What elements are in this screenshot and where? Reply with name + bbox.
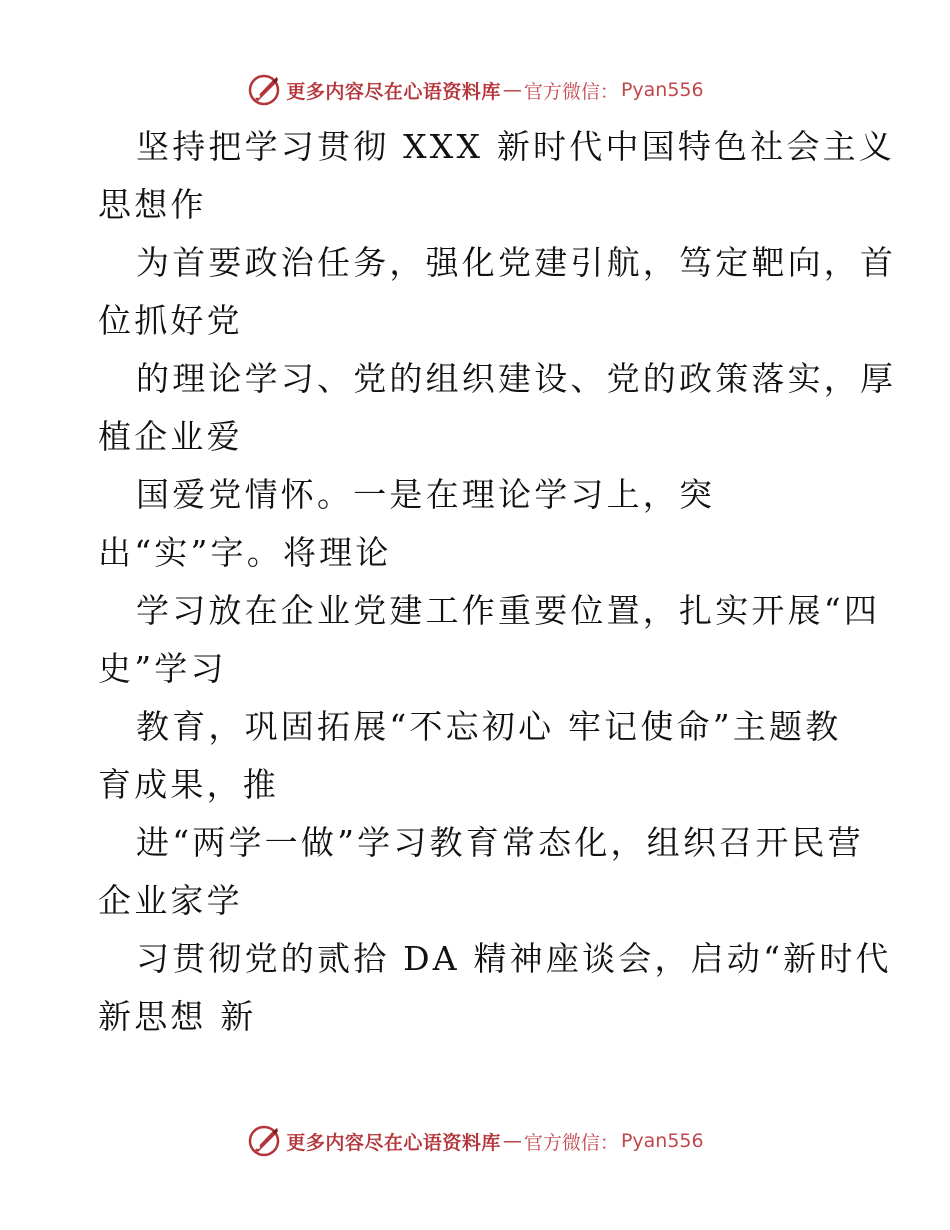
body-line: 坚持把学习贯彻 XXX 新时代中国特色社会主义: [136, 127, 896, 166]
body-line: 思想作: [98, 185, 207, 224]
quill-pen-circle-icon: [246, 72, 282, 108]
body-line: 学习放在企业党建工作重要位置，扎实开展“四: [136, 591, 881, 630]
body-line: 位抓好党: [98, 301, 243, 340]
watermark-wechat-label: 官方微信：: [523, 1131, 619, 1154]
body-line: 企业家学: [98, 881, 243, 920]
body-line: 教育，巩固拓展“不忘初心 牢记使命”主题教: [136, 707, 842, 746]
body-line: 新思想 新: [98, 997, 257, 1036]
quill-pen-circle-icon: [246, 1123, 282, 1159]
watermark-wechat-label: 官方微信：: [523, 80, 619, 103]
watermark-site-text: 更多内容尽在心语资料库: [286, 1131, 501, 1154]
watermark-wechat-id: Pyan556: [620, 1130, 704, 1152]
footer-watermark: [0, 1121, 950, 1161]
body-line: 为首要政治任务，强化党建引航，笃定靶向，首: [136, 243, 897, 282]
body-line: 的理论学习、党的组织建设、党的政策落实，厚: [136, 359, 897, 398]
watermark-separator: —: [502, 79, 522, 101]
header-watermark: [0, 70, 950, 110]
body-line: 育成果，推: [98, 765, 279, 804]
body-line: 出“实”字。将理论: [98, 533, 392, 572]
document-body: [98, 118, 897, 1046]
body-line: 国爱党情怀。一是在理论学习上，突: [136, 475, 716, 514]
body-line: 植企业爱: [98, 417, 243, 456]
body-line: 习贯彻党的贰拾 DA 精神座谈会，启动“新时代: [136, 939, 892, 978]
body-line: 进“两学一做”学习教育常态化，组织召开民营: [136, 823, 864, 862]
watermark-separator: —: [502, 1130, 522, 1152]
body-line: 史”学习: [98, 649, 227, 688]
watermark-site-text: 更多内容尽在心语资料库: [286, 80, 501, 103]
watermark-wechat-id: Pyan556: [620, 79, 704, 101]
